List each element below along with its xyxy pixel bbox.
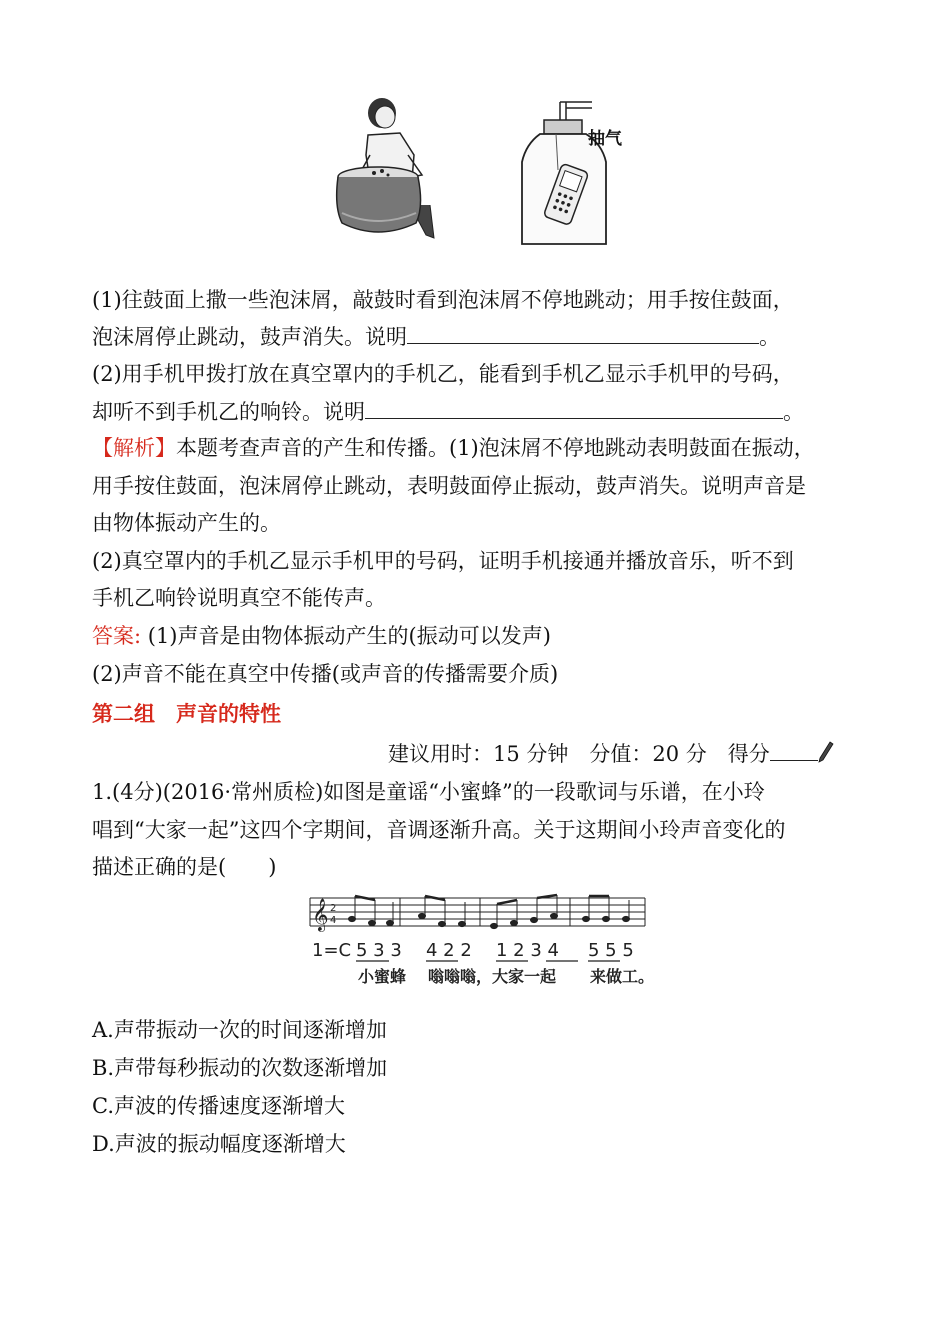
drum-figure — [330, 95, 440, 245]
lyrics-2: 嗡嗡嗡，大家一起 — [428, 967, 557, 986]
key-signature: 1=C — [312, 940, 352, 961]
analysis-line5: 手机乙响铃说明真空不能传声。 — [92, 586, 386, 610]
option-d[interactable]: D.声波的振动幅度逐渐增大 — [92, 1132, 346, 1156]
analysis-line4: (2)真空罩内的手机乙显示手机甲的号码，证明手机接通并播放音乐，听不到 — [92, 549, 794, 573]
answer-blank-2[interactable] — [365, 398, 783, 419]
analysis-line1: 【解析】本题考查声音的产生和传播。(1)泡沫屑不停地跳动表明鼓面在振动， — [92, 436, 815, 460]
lyrics-1: 小蜜蜂 — [358, 967, 407, 986]
notation-2: 4 2 2 — [426, 940, 472, 961]
notation-1: 5 3 3 — [356, 940, 402, 961]
svg-text:4: 4 — [330, 915, 337, 926]
q-part1-line2: 泡沫屑停止跳动，鼓声消失。说明 。 — [92, 325, 780, 349]
svg-text:𝄞: 𝄞 — [312, 898, 329, 931]
answer-line2: (2)声音不能在真空中传播(或声音的传播需要介质) — [92, 662, 559, 686]
notation-4: 5 5 5 — [588, 940, 634, 961]
q-part1-line1: (1)往鼓面上撒一些泡沫屑，敲鼓时看到泡沫屑不停地跳动；用手按住鼓面， — [92, 288, 794, 312]
music-score — [300, 890, 660, 990]
option-a[interactable]: A.声带振动一次的时间逐渐增加 — [92, 1018, 387, 1042]
notation-3: 1 2 3 4 — [496, 940, 559, 961]
answer-blank-1[interactable] — [407, 323, 759, 344]
q-part2-line2: 却听不到手机乙的响铃。说明 。 — [92, 400, 804, 424]
analysis-line2: 用手按住鼓面，泡沫屑停止跳动，表明鼓面停止振动，鼓声消失。说明声音是 — [92, 474, 806, 498]
question1-line1: 1.(4分)(2016·常州质检)如图是童谣“小蜜蜂”的一段歌词与乐谱，在小玲 — [92, 780, 765, 804]
pencil-icon — [818, 741, 834, 763]
question1-line3: 描述正确的是( ) — [92, 855, 277, 879]
pump-label: 抽气 — [588, 129, 622, 149]
option-b[interactable]: B.声带每秒振动的次数逐渐增加 — [92, 1056, 388, 1080]
analysis-line3: 由物体振动产生的。 — [92, 511, 281, 535]
svg-text:2: 2 — [330, 903, 337, 914]
section-meta: 建议用时：15 分钟 分值：20 分 得分 — [388, 740, 834, 768]
question1-line2: 唱到“大家一起”这四个字期间，音调逐渐升高。关于这期间小玲声音变化的 — [92, 818, 786, 842]
answer-tag: 答案: — [92, 624, 142, 648]
answer-line1: 答案: (1)声音是由物体振动产生的(振动可以发声) — [92, 624, 551, 648]
section-title: 第二组 声音的特性 — [92, 702, 281, 726]
option-c[interactable]: C.声波的传播速度逐渐增大 — [92, 1094, 345, 1118]
bell-jar-figure — [520, 100, 640, 250]
score-blank[interactable] — [770, 740, 818, 761]
q-part2-line1: (2)用手机甲拨打放在真空罩内的手机乙，能看到手机乙显示手机甲的号码， — [92, 362, 794, 386]
analysis-tag: 【解析】 — [92, 436, 176, 460]
lyrics-3: 来做工。 — [590, 967, 655, 986]
